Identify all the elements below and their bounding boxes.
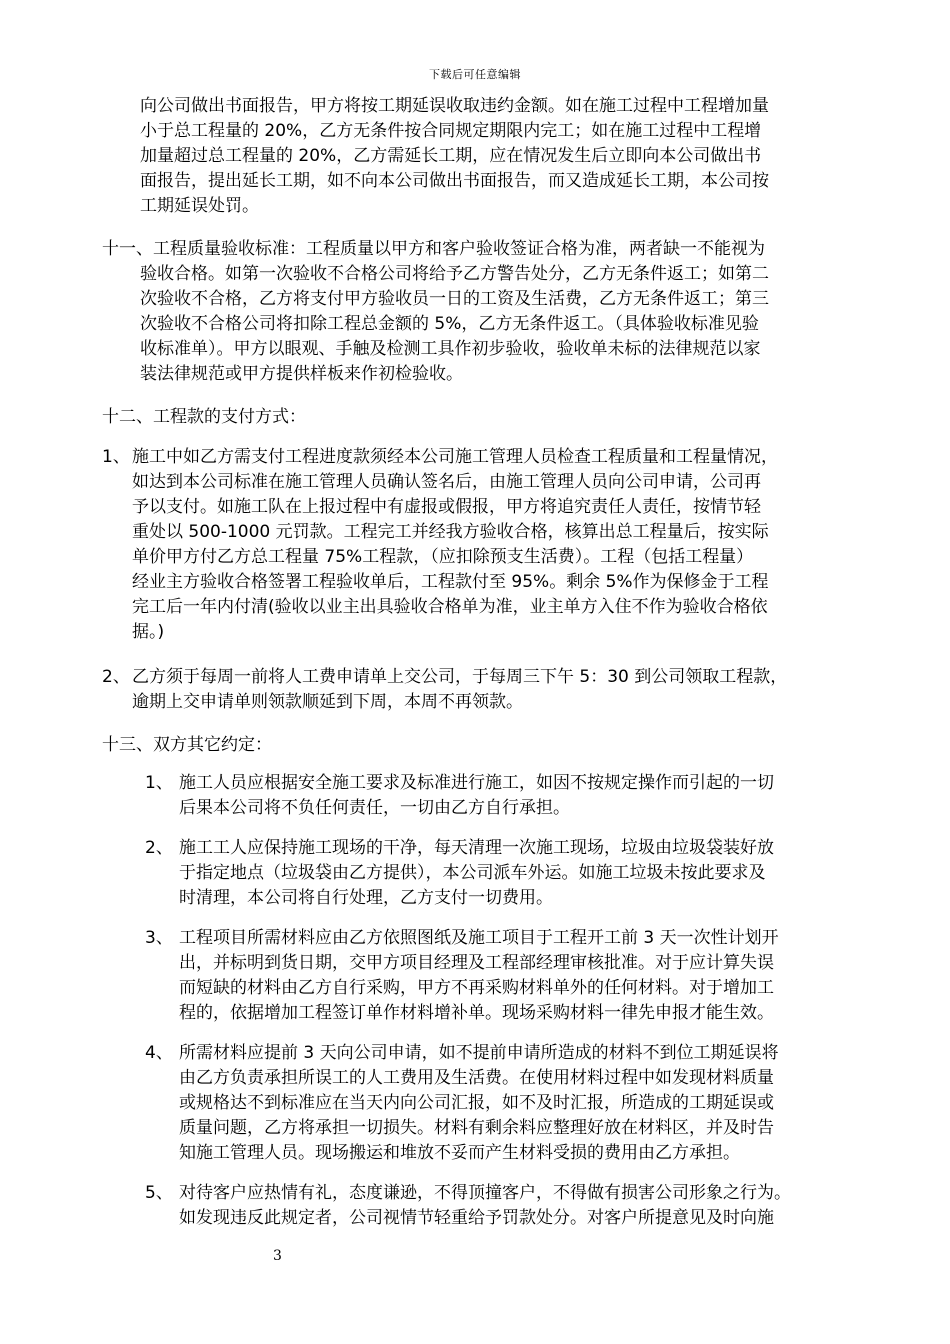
text-line: 所需材料应提前 3 天向公司申请，如不提前申请所造成的材料不到位工期延误将: [179, 1043, 779, 1063]
list-marker: 3、: [145, 928, 173, 948]
text-line: 对待客户应热情有礼，态度谦逊，不得顶撞客户，不得做有损害公司形象之行为。: [179, 1183, 791, 1203]
text-line: 知施工管理人员。现场搬运和堆放不妥而产生材料受损的费用由乙方承担。: [179, 1143, 740, 1163]
list-marker: 2、: [145, 838, 173, 858]
text-line: 于指定地点（垃圾袋由乙方提供），本公司派车外运。如施工垃圾未按此要求及: [179, 863, 766, 883]
text-line: 完工后一年内付清(验收以业主出具验收合格单为准，业主单方入住不作为验收合格依: [132, 597, 768, 617]
text-line: 施工中如乙方需支付工程进度款须经本公司施工管理人员检查工程质量和工程量情况，: [132, 447, 778, 467]
text-line: 逾期上交申请单则领款顺延到下周，本周不再领款。: [132, 692, 523, 712]
text-line: 工期延误处罚。: [140, 196, 259, 216]
section-11-quality-acceptance: [102, 237, 872, 387]
text-line: 如达到本公司标准在施工管理人员确认签名后，由施工管理人员向公司申请，公司再: [132, 472, 761, 492]
section-12-item-1: [102, 445, 872, 645]
text-line: 时清理，本公司将自行处理，乙方支付一切费用。: [179, 888, 553, 908]
text-line: 面报告，提出延长工期，如不向本公司做出书面报告，而又造成延长工期，本公司按: [140, 171, 769, 191]
text-line: 施工人员应根据安全施工要求及标准进行施工，如因不按规定操作而引起的一切: [179, 773, 774, 793]
section-13-item-1: [145, 771, 875, 821]
text-line: 如发现违反此规定者，公司视情节轻重给予罚款处分。对客户所提意见及时向施: [179, 1208, 774, 1228]
text-line: 或规格达不到标准应在当天内向公司汇报，如不及时汇报，所造成的工期延误或: [179, 1093, 774, 1113]
page-number: 3: [273, 1248, 282, 1264]
section-12-title: [102, 405, 872, 430]
section-13-title: [102, 733, 872, 758]
list-marker: 2、: [102, 667, 130, 687]
text-line: 予以支付。如施工队在上报过程中有虚报或假报，甲方将追究责任人责任，按情节轻: [132, 497, 761, 517]
section-heading: 十三、双方其它约定：: [102, 735, 272, 755]
text-line: 而短缺的材料由乙方自行采购，甲方不再采购材料单外的任何材料。对于增加工: [179, 978, 774, 998]
text-line: 质量问题，乙方将承担一切损失。材料有剩余料应整理好放在材料区，并及时告: [179, 1118, 774, 1138]
section-13-item-5: [145, 1181, 875, 1231]
text-line: 据。): [132, 622, 165, 642]
section-heading: 十二、工程款的支付方式：: [102, 407, 306, 427]
section-13-item-2: [145, 836, 875, 911]
section-13-item-3: [145, 926, 875, 1026]
text-line: 加量超过总工程量的 20%，乙方需延长工期，应在情况发生后立即向本公司做出书: [140, 146, 762, 166]
intro-paragraph: [140, 94, 870, 219]
text-line: 工程项目所需材料应由乙方依照图纸及施工项目于工程开工前 3 天一次性计划开: [179, 928, 779, 948]
text-line: 乙方须于每周一前将人工费申请单上交公司，于每周三下午 5：30 到公司领取工程款，: [132, 667, 788, 687]
text-line: 装法律规范或甲方提供样板来作初检验收。: [140, 364, 463, 384]
text-line: 单价甲方付乙方总工程量 75%工程款，（应扣除预支生活费）。工程（包括工程量）: [132, 547, 754, 567]
list-marker: 4、: [145, 1043, 173, 1063]
text-line: 经业主方验收合格签署工程验收单后，工程款付至 95%。剩余 5%作为保修金于工程: [132, 572, 769, 592]
section-heading-line: 十一、工程质量验收标准：工程质量以甲方和客户验收签证合格为准，两者缺一不能视为: [102, 239, 765, 259]
text-line: 由乙方负责承担所误工的人工费用及生活费。在使用材料过程中如发现材料质量: [179, 1068, 774, 1088]
text-line: 收标准单）。甲方以眼观、手触及检测工具作初步验收，验收单未标的法律规范以家: [140, 339, 761, 359]
text-line: 施工工人应保持施工现场的干净，每天清理一次施工现场，垃圾由垃圾袋装好放: [179, 838, 774, 858]
list-marker: 1、: [145, 773, 173, 793]
text-line: 程的，依据增加工程签订单作材料增补单。现场采购材料一律先申报才能生效。: [179, 1003, 774, 1023]
page-header: 下载后可任意编辑: [429, 68, 521, 81]
section-13-item-4: [145, 1041, 875, 1166]
text-line: 后果本公司将不负任何责任，一切由乙方自行承担。: [179, 798, 570, 818]
text-line: 小于总工程量的 20%，乙方无条件按合同规定期限内完工；如在施工过程中工程增: [140, 121, 762, 141]
text-line: 重处以 500-1000 元罚款。工程完工并经我方验收合格，核算出总工程量后，按实际: [132, 522, 769, 542]
list-marker: 5、: [145, 1183, 173, 1203]
list-marker: 1、: [102, 447, 130, 467]
section-12-item-2: [102, 665, 872, 715]
text-line: 向公司做出书面报告，甲方将按工期延误收取违约金额。如在施工过程中工程增加量: [140, 96, 769, 116]
text-line: 次验收不合格公司将扣除工程总金额的 5%，乙方无条件返工。（具体验收标准见验: [140, 314, 759, 334]
text-line: 验收合格。如第一次验收不合格公司将给予乙方警告处分，乙方无条件返工；如第二: [140, 264, 769, 284]
text-line: 次验收不合格，乙方将支付甲方验收员一日的工资及生活费，乙方无条件返工；第三: [140, 289, 769, 309]
text-line: 出，并标明到货日期，交甲方项目经理及工程部经理审核批准。对于应计算失误: [179, 953, 774, 973]
